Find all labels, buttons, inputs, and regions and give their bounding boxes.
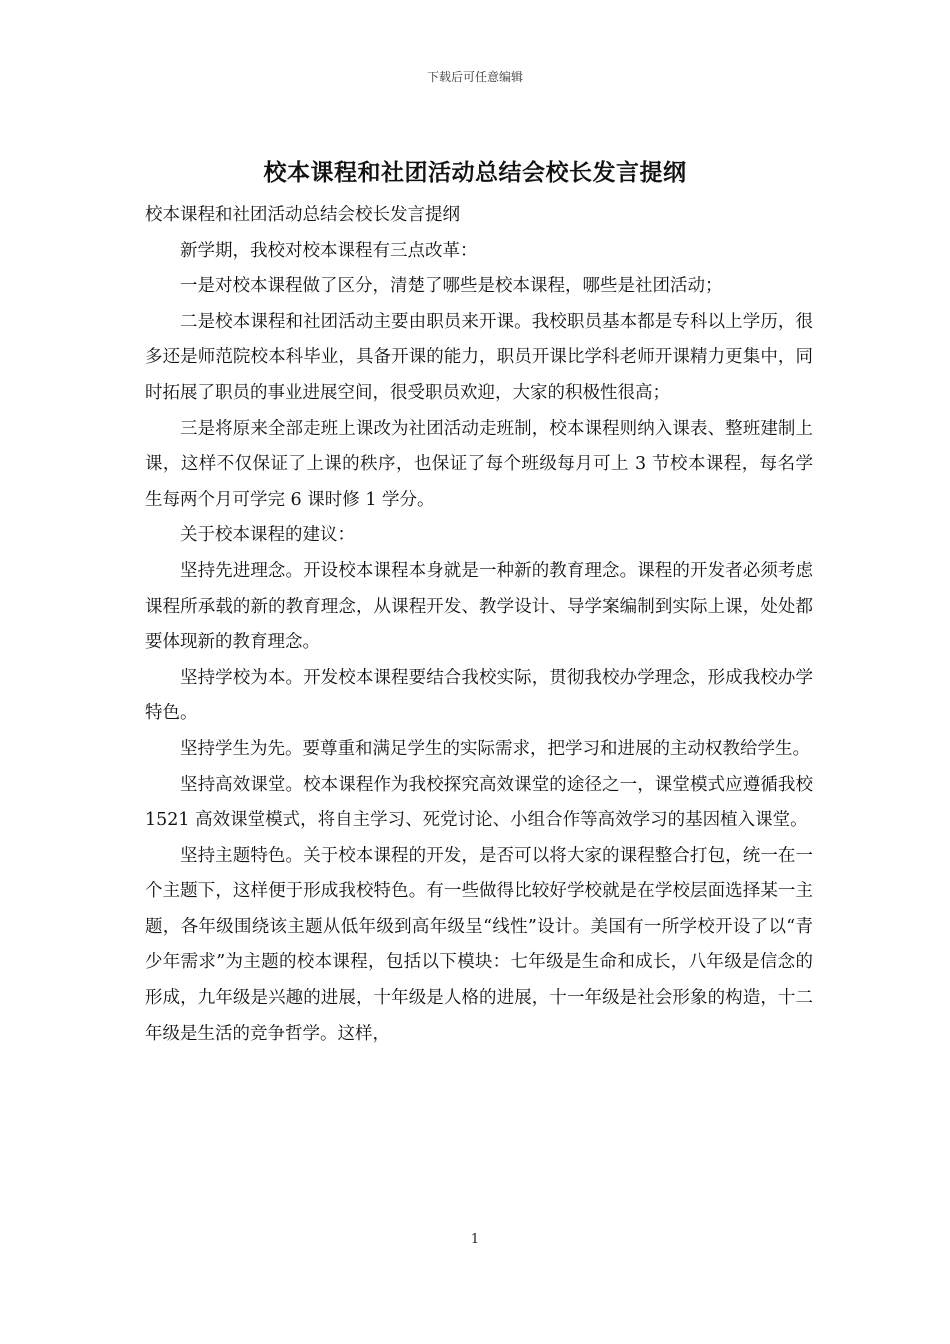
paragraph: 三是将原来全部走班上课改为社团活动走班制，校本课程则纳入课表、整班建制上课，这样不仅保证了上课的秩序，也保证了每个班级每月可上 3 节校本课程，每名学生每两个月可学完 6 课时修 1 学分。 [145,418,813,510]
paragraph: 坚持学生为先。要尊重和满足学生的实际需求，把学习和进展的主动权教给学生。 [180,738,810,759]
paragraph: 坚持主题特色。关于校本课程的开发，是否可以将大家的课程整合打包，统一在一个主题下，这样便于形成我校特色。有一些做得比较好学校就是在学校层面选择某一主题，各年级围绕该主题从低年级到高年级呈“线性”设计。美国有一所学校开设了以“青少年需求”为主题的校本课程，包括以下模块：七年级是生命和成长，八年级是信念的形成，九年级是兴趣的进展，十年级是人格的进展，十一年级是社会形象的构造，十二年级是生活的竞争哲学。这样， [145,845,813,1044]
paragraph: 二是校本课程和社团活动主要由职员来开课。我校职员基本都是专科以上学历，很多还是师范院校本科毕业，具备开课的能力，职员开课比学科老师开课精力更集中，同时拓展了职员的事业进展空间，很受职员欢迎，大家的积极性很高； [145,311,813,403]
page-number: 1 [470,1232,480,1247]
paragraph: 一是对校本课程做了区分，清楚了哪些是校本课程，哪些是社团活动； [180,276,723,297]
subtitle-line: 校本课程和社团活动总结会校长发言提纲 [145,205,460,225]
page-header: 下载后可任意编辑 [426,70,523,84]
paragraph: 坚持高效课堂。校本课程作为我校探究高效课堂的途径之一，课堂模式应遵循我校 1521 高效课堂模式，将自主学习、死党讨论、小组合作等高效学习的基因植入课堂。 [145,774,813,831]
paragraph: 新学期，我校对校本课程有三点改革： [180,240,478,261]
document-body [145,198,813,1052]
paragraph: 关于校本课程的建议： [180,525,355,546]
paragraph: 坚持先进理念。开设校本课程本身就是一种新的教育理念。课程的开发者必须考虑课程所承载的新的教育理念，从课程开发、教学设计、导学案编制到实际上课，处处都要体现新的教育理念。 [145,560,813,653]
document-title: 校本课程和社团活动总结会校长发言提纲 [263,159,687,186]
paragraph: 坚持学校为本。开发校本课程要结合我校实际，贯彻我校办学理念，形成我校办学特色。 [145,667,813,724]
